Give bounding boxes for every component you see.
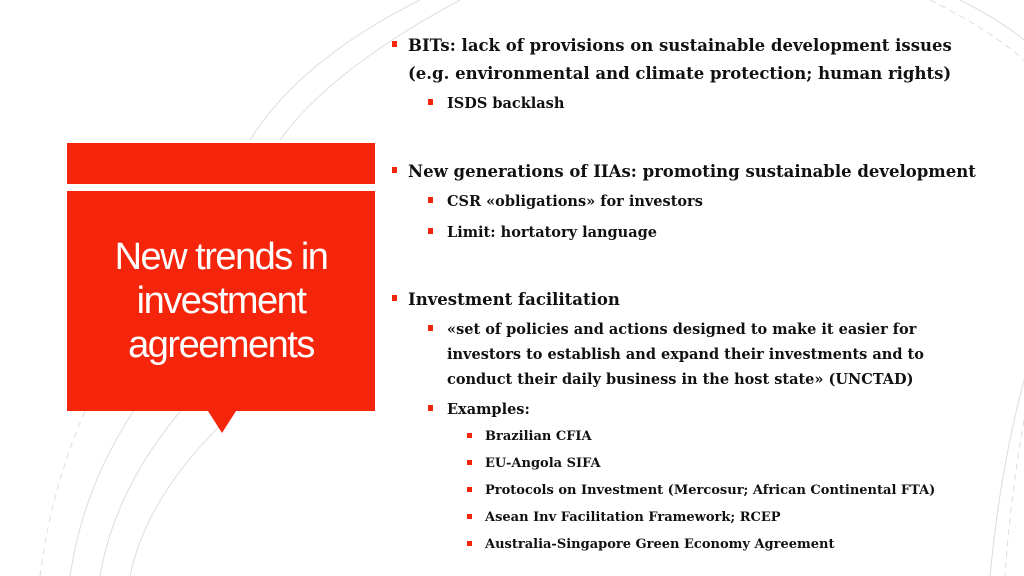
bullet-text-line: investors to establish and expand their investments and to bbox=[447, 346, 924, 363]
bullet-square-icon bbox=[428, 99, 433, 105]
bullet-item bbox=[485, 481, 935, 501]
slide-title: New trends in investment agreements bbox=[114, 236, 328, 366]
bullet-item bbox=[485, 427, 592, 447]
title-box-pointer bbox=[208, 411, 236, 433]
bullet-text-line: Brazilian CFIA bbox=[485, 429, 592, 444]
bullet-square-icon bbox=[428, 405, 433, 411]
bullet-text-line: Limit: hortatory language bbox=[447, 224, 657, 241]
bullet-item bbox=[408, 32, 952, 88]
title-box bbox=[67, 191, 375, 411]
bullet-text-line: Australia-Singapore Green Economy Agreement bbox=[485, 537, 835, 552]
bullet-item bbox=[485, 508, 781, 528]
bullet-text-line: «set of policies and actions designed to make it easier for bbox=[447, 321, 917, 338]
bullet-item bbox=[447, 220, 657, 245]
bullet-square-icon bbox=[467, 514, 472, 519]
bullet-text-line: New generations of IIAs: promoting sustainable development bbox=[408, 162, 976, 181]
bullet-item bbox=[447, 189, 703, 214]
bullet-square-icon bbox=[467, 487, 472, 492]
bullet-square-icon bbox=[392, 41, 397, 47]
bullet-square-icon bbox=[467, 460, 472, 465]
header-accent-bar bbox=[67, 143, 375, 184]
bullet-square-icon bbox=[428, 325, 433, 331]
bullet-text-line: Investment facilitation bbox=[408, 290, 620, 309]
bullet-item bbox=[485, 454, 601, 474]
bullet-text-line: ISDS backlash bbox=[447, 95, 565, 112]
bullet-item bbox=[485, 535, 835, 555]
bullet-text-line: Examples: bbox=[447, 401, 530, 418]
bullet-item bbox=[447, 91, 564, 116]
bullet-text-line: Protocols on Investment (Mercosur; African Continental FTA) bbox=[485, 483, 936, 498]
bullet-item bbox=[408, 158, 976, 186]
bullet-text-line: (e.g. environmental and climate protection; human rights) bbox=[408, 64, 952, 83]
bullet-text-line: EU-Angola SIFA bbox=[485, 456, 601, 471]
bullet-text-line: BITs: lack of provisions on sustainable development issues bbox=[408, 36, 952, 55]
bullet-square-icon bbox=[467, 541, 472, 546]
bullet-square-icon bbox=[428, 197, 433, 203]
bullet-square-icon bbox=[467, 433, 472, 438]
bullet-item bbox=[447, 317, 924, 392]
bullet-square-icon bbox=[392, 167, 397, 173]
bullet-text-line: CSR «obligations» for investors bbox=[447, 193, 703, 210]
bullet-text-line: conduct their daily business in the host state» (UNCTAD) bbox=[447, 371, 914, 388]
bullet-item bbox=[447, 397, 530, 422]
bullet-square-icon bbox=[392, 295, 397, 301]
bullet-item bbox=[408, 286, 620, 314]
bullet-text-line: Asean Inv Facilitation Framework; RCEP bbox=[485, 510, 781, 525]
bullet-square-icon bbox=[428, 228, 433, 234]
